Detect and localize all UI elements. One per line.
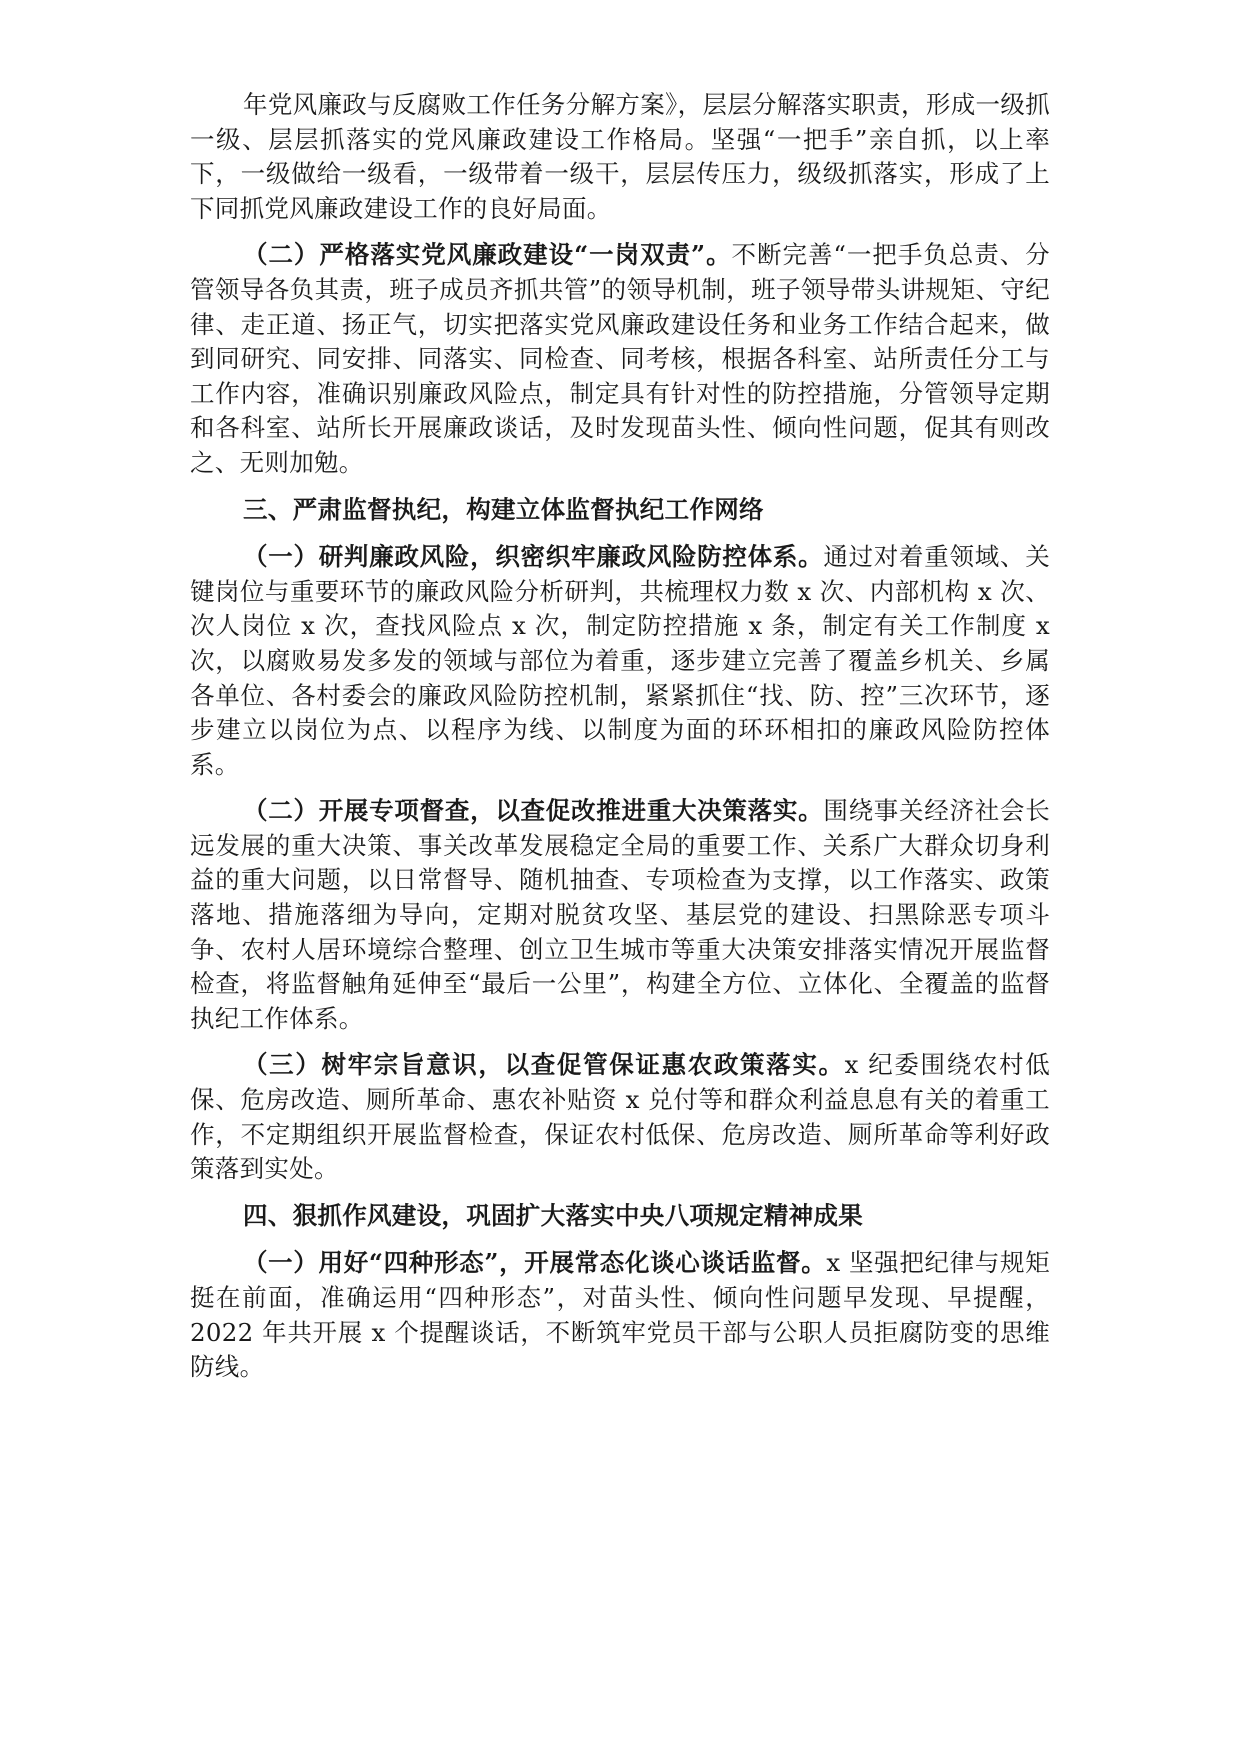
paragraph-body: x 纪委围绕农村低保、危房改造、厕所革命、惠农补贴资 x 兑付等和群众利益息息有关的着重工作，不定期组织开展监督检查，保证农村低保、危房改造、厕所革命等利好政策落到实处。 <box>190 1050 1050 1184</box>
paragraph-risk-assessment <box>190 540 1050 782</box>
paragraph-lead: （一）研判廉政风险，织密织牢廉政风险防控体系。 <box>243 542 824 572</box>
paragraph-body: x 坚强把纪律与规矩挺在前面，准确运用“四种形态”，对苗头性、倾向性问题早发现、早提醒，2022 年共开展 x 个提醒谈话，不断筑牢党员干部与公职人员拒腐防变的思维防线。 <box>190 1248 1050 1382</box>
section-heading-4: 四、狠抓作风建设，巩固扩大落实中央八项规定精神成果 <box>243 1200 863 1230</box>
paragraph-body: 不断完善“一把手负总责、分管领导各负其责，班子成员齐抓共管”的领导机制，班子领导带头讲规矩、守纪律、走正道、扬正气，切实把落实党风廉政建设任务和业务工作结合起来，做到同研究、同安排、同落实、同检查、同考核，根据各科室、站所责任分工与工作内容，准确识别廉政风险点，制定具有针对性的防控措施，分管领导定期和各科室、站所长开展廉政谈话，及时发现苗头性、倾向性问题，促其有则改之、无则加勉。 <box>190 240 1050 477</box>
paragraph-one-post-two-duties <box>190 238 1050 480</box>
paragraph-lead: （三）树牢宗旨意识，以查促管保证惠农政策落实。 <box>243 1050 845 1080</box>
paragraph-lead: （二）开展专项督查，以查促改推进重大决策落实。 <box>243 796 824 826</box>
paragraph-body: 通过对着重领域、关键岗位与重要环节的廉政风险分析研判，共梳理权力数 x 次、内部机构 x 次、次人岗位 x 次，查找风险点 x 次，制定防控措施 x 条，制定有关工作制度 x 次，以腐败易发多发的领域与部位为着重，逐步建立完善了覆盖乡机关、乡属各单位、各村委会的廉政风险防控机制，紧紧抓住“找、防、控”三次环节，逐步建立以岗位为点、以程序为线、以制度为面的环环相扣的廉政风险防控体系。 <box>190 542 1050 779</box>
paragraph-body: 年党风廉政与反腐败工作任务分解方案》，层层分解落实职责，形成一级抓一级、层层抓落实的党风廉政建设工作格局。坚强“一把手”亲自抓，以上率下，一级做给一级看，一级带着一级干，层层传压力，级级抓落实，形成了上下同抓党风廉政建设工作的良好局面。 <box>190 90 1050 223</box>
paragraph-farm-policy <box>190 1048 1050 1186</box>
paragraph-four-forms <box>190 1246 1050 1384</box>
paragraph-body: 围绕事关经济社会长远发展的重大决策、事关改革发展稳定全局的重要工作、关系广大群众切身利益的重大问题，以日常督导、随机抽查、专项检查为支撑，以工作落实、政策落地、措施落细为导向，定期对脱贫攻坚、基层党的建设、扫黑除恶专项斗争、农村人居环境综合整理、创立卫生城市等重大决策安排落实情况开展监督检查，将监督触角延伸至“最后一公里”，构建全方位、立体化、全覆盖的监督执纪工作体系。 <box>190 796 1050 1033</box>
paragraph-lead: （一）用好“四种形态”，开展常态化谈心谈话监督。 <box>243 1248 827 1278</box>
section-heading-3: 三、严肃监督执纪，构建立体监督执纪工作网络 <box>243 494 764 524</box>
paragraph-special-inspection <box>190 794 1050 1036</box>
paragraph-continuation <box>190 88 1050 226</box>
paragraph-lead: （二）严格落实党风廉政建设“一岗双责”。 <box>243 240 732 270</box>
